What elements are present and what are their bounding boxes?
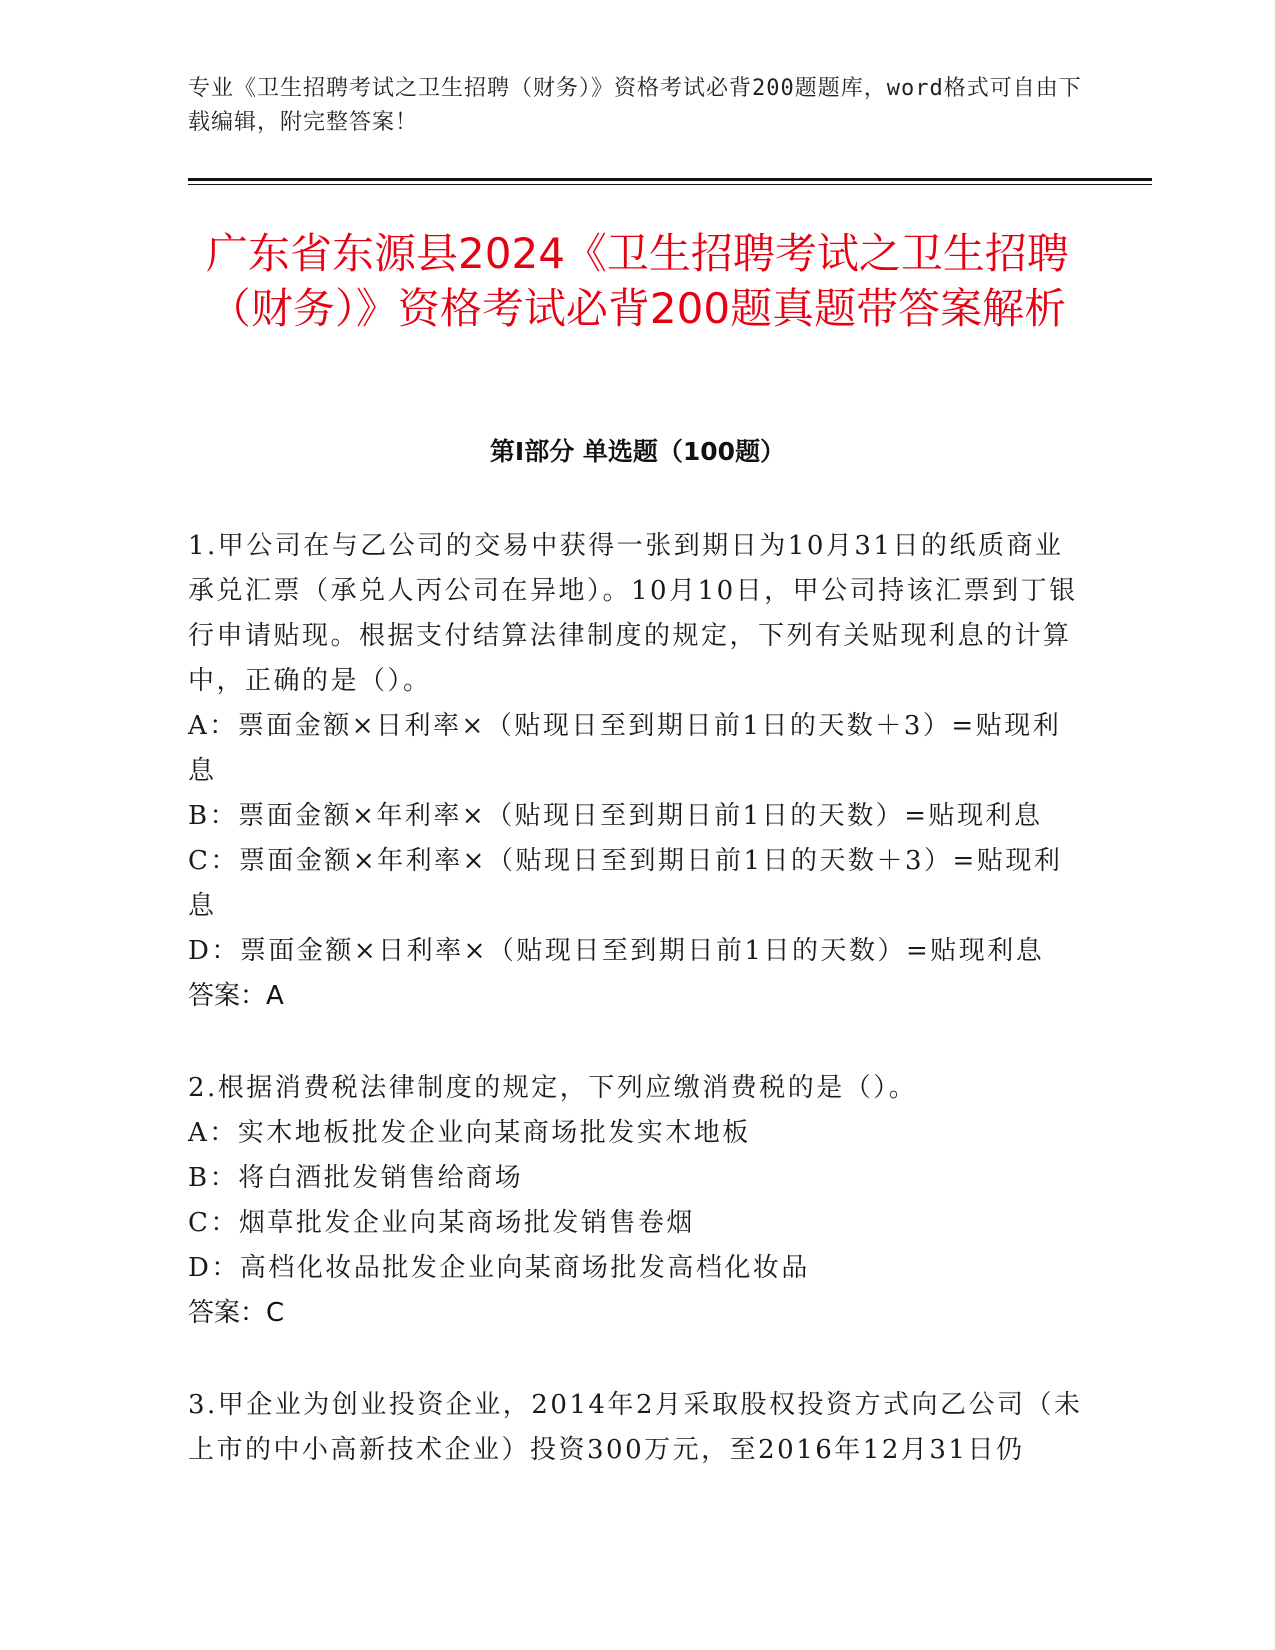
option-b: B：票面金额×年利率×（贴现日至到期日前1日的天数）=贴现利息: [188, 801, 1043, 831]
option-d: D：高档化妆品批发企业向某商场批发高档化妆品: [188, 1253, 810, 1283]
question-3: [188, 1383, 1088, 1473]
section-title: 第I部分 单选题（100题）: [489, 437, 786, 466]
option-a: A：实木地板批发企业向某商场批发实木地板: [188, 1118, 751, 1148]
option-c: C：票面金额×年利率×（贴现日至到期日前1日的天数＋3）=贴现利息: [188, 846, 1063, 921]
question-stem: 2.根据消费税法律制度的规定，下列应缴消费税的是（）。: [188, 1073, 918, 1103]
question-stem: 3.甲企业为创业投资企业，2014年2月采取股权投资方式向乙公司（未上市的中小高新技术企业）投资300万元，至2016年12月31日仍: [188, 1390, 1083, 1465]
header-note: 专业《卫生招聘考试之卫生招聘（财务）》资格考试必背200题题库，word格式可自由下载编辑，附完整答案！: [188, 76, 1082, 135]
answer: 答案：C: [188, 1298, 285, 1328]
document-title: 广东省东源县2024《卫生招聘考试之卫生招聘（财务）》资格考试必背200题真题带答案解析: [206, 229, 1069, 333]
option-d: D：票面金额×日利率×（贴现日至到期日前1日的天数）=贴现利息: [188, 936, 1045, 966]
question-2: [188, 1066, 1088, 1336]
question-list: [188, 524, 1088, 1520]
question-stem: 1.甲公司在与乙公司的交易中获得一张到期日为10月31日的纸质商业承兑汇票（承兑人丙公司在异地）。10月10日，甲公司持该汇票到丁银行申请贴现。根据支付结算法律制度的规定，下列有关贴现利息的计算中，正确的是（）。: [188, 531, 1078, 696]
option-a: A：票面金额×日利率×（贴现日至到期日前1日的天数＋3）=贴现利息: [188, 711, 1062, 786]
option-b: B：将白酒批发销售给商场: [188, 1163, 524, 1193]
header-rule-thin: [188, 184, 1152, 185]
answer: 答案：A: [188, 981, 284, 1011]
option-c: C：烟草批发企业向某商场批发销售卷烟: [188, 1208, 695, 1238]
question-1: [188, 524, 1088, 1019]
header-rule-thick: [188, 178, 1152, 181]
